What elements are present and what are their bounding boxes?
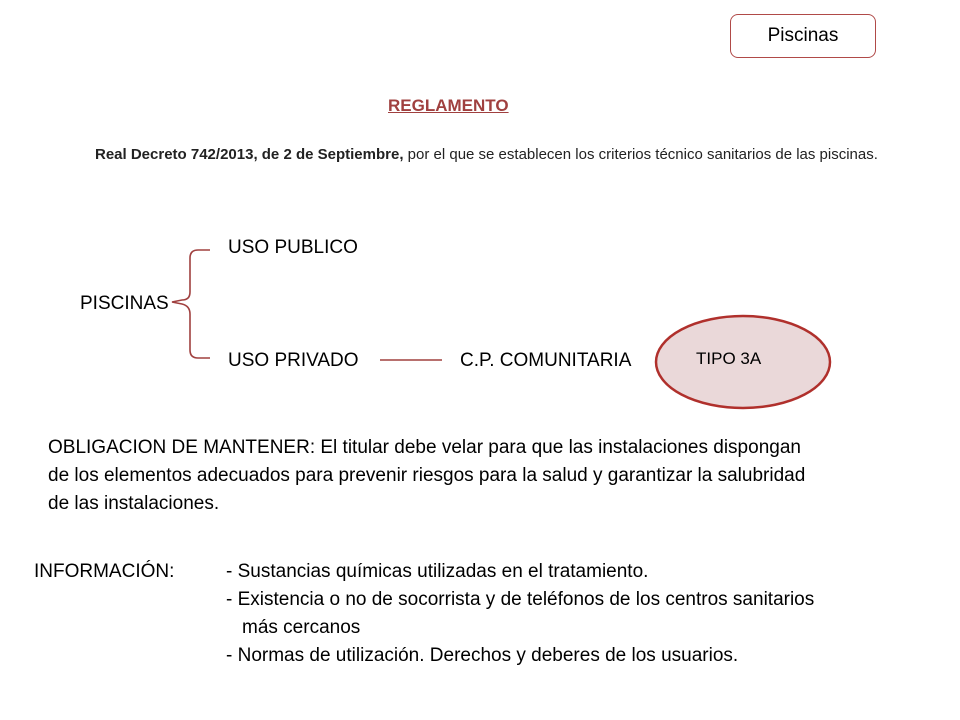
info-item-3: - Normas de utilización. Derechos y deberes de los usuarios. — [226, 645, 739, 666]
comunitaria-node: C.P. COMUNITARIA — [460, 350, 632, 371]
tipo-label: TIPO 3A — [696, 349, 762, 368]
uso-privado-node: USO PRIVADO — [228, 350, 359, 371]
reglamento-heading: REGLAMENTO — [388, 96, 509, 115]
info-item-2: - Existencia o no de socorrista y de teléfonos de los centros sanitarios — [226, 589, 815, 610]
info-list — [226, 558, 946, 670]
info-item-2-cont: más cercanos — [242, 617, 361, 638]
obligation-block — [48, 434, 938, 518]
obligation-line-1: OBLIGACION DE MANTENER: El titular debe velar para que las instalaciones dispongan — [48, 437, 801, 458]
piscinas-node: PISCINAS — [80, 293, 169, 314]
law-title: Real Decreto 742/2013, de 2 de Septiembre, — [95, 146, 404, 163]
bracket — [172, 250, 210, 358]
obligation-line-2: de los elementos adecuados para prevenir riesgos para la salud y garantizar la salubridad — [48, 465, 806, 486]
obligation-line-3: de las instalaciones. — [48, 493, 220, 514]
piscinas-tag-label: Piscinas — [767, 25, 839, 46]
law-description: por el que se establecen los criterios técnico sanitarios de las piscinas. — [403, 146, 878, 163]
uso-publico-node: USO PUBLICO — [228, 237, 358, 258]
info-label: INFORMACIÓN: — [34, 561, 175, 582]
info-item-1: - Sustancias químicas utilizadas en el tratamiento. — [226, 561, 649, 582]
